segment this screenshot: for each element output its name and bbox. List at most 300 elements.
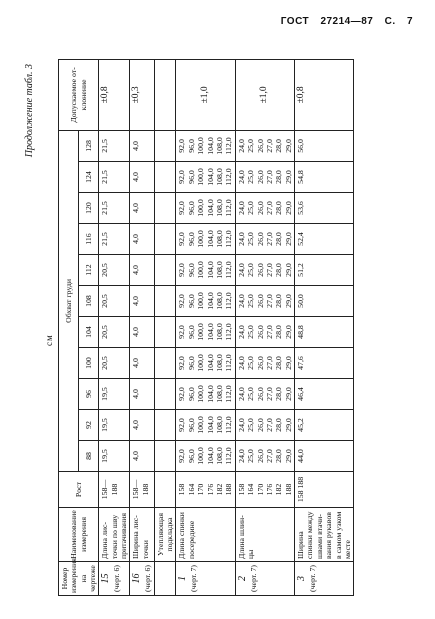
size-value: 104,0 (205, 230, 215, 248)
size-value-cell (295, 441, 354, 472)
size-value: 108,0 (215, 323, 224, 341)
size-value: 28,0 (274, 232, 284, 246)
size-value: 27,0 (264, 170, 274, 184)
size-value: 96,0 (186, 356, 196, 370)
size-value-cell (99, 255, 130, 286)
measurement-name: Ширина листочки (130, 508, 154, 562)
size-value: 92,0 (177, 139, 187, 153)
size-value: 29,0 (283, 294, 293, 308)
col-header-height: Рост (59, 472, 99, 508)
size-value: 92,0 (177, 294, 187, 308)
height-values (130, 472, 154, 508)
size-value: 28,0 (274, 263, 284, 277)
measurement-name: Утепляющая подкладка (154, 508, 176, 562)
size-value: 100,0 (196, 137, 206, 155)
size-value: 21,5 (100, 170, 110, 184)
size-value: 27,0 (264, 294, 274, 308)
col-header-number: Номер измерения на чертеже (59, 562, 99, 596)
size-value: 27,0 (264, 449, 274, 463)
col-header-size: 92 (79, 410, 99, 441)
size-value-cell (154, 379, 176, 410)
size-value-cell (99, 441, 130, 472)
size-value: 20,5 (100, 294, 110, 308)
tolerance-value (154, 59, 176, 130)
size-value-cell (235, 441, 294, 472)
size-value: 26,0 (255, 387, 265, 401)
size-value: 4,0 (131, 141, 141, 151)
size-value: 24,0 (236, 263, 246, 277)
height-value: 170 (255, 483, 265, 496)
size-value: 56,0 (296, 139, 306, 153)
size-value-cell (154, 193, 176, 224)
tolerance-value: ±0,8 (99, 59, 130, 130)
size-value: 4,0 (131, 234, 141, 244)
standard-label: ГОСТ (280, 16, 310, 27)
size-value: 24,0 (236, 325, 246, 339)
tolerance-value: ±0,3 (130, 59, 154, 130)
col-header-size: 120 (79, 193, 99, 224)
size-value: 28,0 (274, 294, 284, 308)
size-value: 29,0 (283, 263, 293, 277)
tolerance-value: ±0,8 (295, 59, 354, 130)
size-value-cell (130, 193, 154, 224)
size-value: 24,0 (236, 232, 246, 246)
size-value: 29,0 (283, 356, 293, 370)
size-value-cell (99, 410, 130, 441)
size-value: 112,0 (224, 230, 234, 248)
size-value: 24,0 (236, 387, 246, 401)
measurements-table (58, 59, 354, 596)
size-value: 27,0 (264, 356, 274, 370)
size-value: 108,0 (215, 199, 224, 217)
size-value-cell (154, 224, 176, 255)
size-value: 52,4 (296, 232, 306, 246)
drawing-reference: (черт. 6) (112, 565, 122, 592)
size-value: 104,0 (205, 137, 215, 155)
size-value: 96,0 (186, 232, 196, 246)
size-value: 4,0 (131, 389, 141, 399)
size-value: 20,5 (100, 356, 110, 370)
size-value: 25,0 (246, 449, 256, 463)
size-value-cell (235, 224, 294, 255)
size-value-cell (295, 286, 354, 317)
size-value: 28,0 (274, 325, 284, 339)
size-value: 25,0 (246, 139, 256, 153)
measurement-number-value: 2 (236, 576, 248, 581)
size-value: 100,0 (196, 354, 206, 372)
size-value-cell (295, 317, 354, 348)
size-value: 112,0 (224, 354, 234, 372)
size-value: 24,0 (236, 294, 246, 308)
size-value: 104,0 (205, 199, 215, 217)
size-value: 24,0 (236, 418, 246, 432)
size-value-cell (235, 379, 294, 410)
size-value-cell (130, 441, 154, 472)
height-values (154, 472, 176, 508)
size-value: 29,0 (283, 387, 293, 401)
measurement-name: Длина шлинцы (235, 508, 294, 562)
size-value-cell (130, 224, 154, 255)
size-value-cell (130, 162, 154, 193)
size-value-cell (154, 162, 176, 193)
size-value: 4,0 (131, 451, 141, 461)
size-value-cell (99, 379, 130, 410)
size-value-cell (295, 410, 354, 441)
size-value-cell (176, 348, 235, 379)
height-value: 164 (246, 483, 256, 496)
size-value: 44,0 (296, 449, 306, 463)
size-value: 112,0 (224, 292, 234, 310)
size-value: 92,0 (177, 387, 187, 401)
size-value: 28,0 (274, 356, 284, 370)
size-value: 45,2 (296, 418, 306, 432)
col-header-size: 104 (79, 317, 99, 348)
size-value-cell (130, 286, 154, 317)
size-value: 108,0 (215, 168, 224, 186)
size-value: 100,0 (196, 292, 206, 310)
size-value-cell (235, 255, 294, 286)
size-value: 25,0 (246, 170, 256, 184)
size-value-cell (176, 130, 235, 161)
standard-number: 27214—87 (320, 16, 374, 27)
rotated-table-area (24, 60, 408, 596)
size-value: 24,0 (236, 356, 246, 370)
size-value-cell (99, 162, 130, 193)
size-value-cell (99, 286, 130, 317)
measurement-number (154, 562, 176, 596)
size-value: 100,0 (196, 199, 206, 217)
size-value: 25,0 (246, 263, 256, 277)
size-value: 24,0 (236, 170, 246, 184)
size-value: 24,0 (236, 201, 246, 215)
size-value: 100,0 (196, 261, 206, 279)
size-value-cell (295, 255, 354, 286)
size-value: 25,0 (246, 232, 256, 246)
size-value: 28,0 (274, 387, 284, 401)
page-header (273, 16, 413, 27)
table-row (154, 59, 176, 595)
size-value-cell (176, 410, 235, 441)
size-value: 27,0 (264, 139, 274, 153)
page-prefix: С. (384, 16, 396, 27)
height-value: 182 (215, 483, 224, 496)
size-value: 96,0 (186, 139, 196, 153)
table-continuation-caption: Продолжение табл. 3 (24, 64, 35, 158)
size-value: 4,0 (131, 327, 141, 337)
size-value: 96,0 (186, 201, 196, 215)
col-header-size: 124 (79, 162, 99, 193)
size-value: 96,0 (186, 263, 196, 277)
height-value: 158 (236, 483, 246, 496)
size-value: 104,0 (205, 292, 215, 310)
size-value-cell (99, 224, 130, 255)
col-header-name: Наименование измерения (59, 508, 99, 562)
size-value: 20,5 (100, 325, 110, 339)
tolerance-value: ±1,0 (235, 59, 294, 130)
size-value: 26,0 (255, 232, 265, 246)
size-value: 112,0 (224, 323, 234, 341)
size-value-cell (295, 224, 354, 255)
size-value: 29,0 (283, 418, 293, 432)
height-value: 188 (224, 483, 234, 496)
size-value-cell (295, 379, 354, 410)
size-value: 108,0 (215, 261, 224, 279)
size-value: 4,0 (131, 296, 141, 306)
size-value: 28,0 (274, 201, 284, 215)
size-value-cell (295, 162, 354, 193)
height-value: 170 (196, 483, 206, 496)
size-value-cell (130, 255, 154, 286)
size-value: 29,0 (283, 201, 293, 215)
height-value: 176 (205, 483, 215, 496)
size-value: 96,0 (186, 294, 196, 308)
size-value: 108,0 (215, 354, 224, 372)
size-value: 25,0 (246, 325, 256, 339)
size-value: 26,0 (255, 356, 265, 370)
col-header-size: 128 (79, 130, 99, 161)
size-value-cell (154, 255, 176, 286)
size-value: 108,0 (215, 230, 224, 248)
table-row (235, 59, 294, 595)
size-value: 24,0 (236, 139, 246, 153)
size-value: 92,0 (177, 418, 187, 432)
size-value-cell (130, 348, 154, 379)
size-value: 48,8 (296, 325, 306, 339)
size-value-cell (154, 286, 176, 317)
size-value-cell (176, 162, 235, 193)
col-header-size: 112 (79, 255, 99, 286)
size-value: 28,0 (274, 449, 284, 463)
size-value: 20,5 (100, 263, 110, 277)
size-value-cell (176, 441, 235, 472)
size-value-cell (154, 317, 176, 348)
height-value: 176 (264, 483, 274, 496)
size-value: 27,0 (264, 325, 274, 339)
size-value: 50,0 (296, 294, 306, 308)
size-value: 28,0 (274, 139, 284, 153)
height-values (99, 472, 130, 508)
size-value: 104,0 (205, 323, 215, 341)
size-value: 112,0 (224, 168, 234, 186)
size-value: 27,0 (264, 387, 274, 401)
size-value: 112,0 (224, 199, 234, 217)
size-value: 26,0 (255, 294, 265, 308)
size-value-cell (235, 410, 294, 441)
size-value-cell (235, 317, 294, 348)
size-value: 100,0 (196, 447, 206, 465)
size-value: 19,5 (100, 449, 110, 463)
height-value: 164 (186, 483, 196, 496)
size-value: 92,0 (177, 356, 187, 370)
size-value: 26,0 (255, 201, 265, 215)
col-header-tolerance: Допускаемое отклонение (59, 59, 99, 130)
size-value: 25,0 (246, 294, 256, 308)
measurement-number (99, 562, 130, 596)
size-value: 46,4 (296, 387, 306, 401)
size-value: 100,0 (196, 168, 206, 186)
size-value: 104,0 (205, 385, 215, 403)
drawing-reference: (черт. 6) (143, 565, 153, 592)
size-value-cell (154, 130, 176, 161)
height-value: 188 (283, 483, 293, 496)
size-value: 108,0 (215, 416, 224, 434)
size-value: 104,0 (205, 168, 215, 186)
size-value-cell (176, 224, 235, 255)
height-value: 158—188 (131, 479, 150, 500)
size-value-cell (235, 286, 294, 317)
height-values (176, 472, 235, 508)
size-value: 21,5 (100, 232, 110, 246)
size-value-cell (235, 162, 294, 193)
col-header-size: 108 (79, 286, 99, 317)
table-row (99, 59, 130, 595)
size-value: 112,0 (224, 385, 234, 403)
size-value: 4,0 (131, 265, 141, 275)
size-value-cell (235, 348, 294, 379)
col-header-size: 100 (79, 348, 99, 379)
size-value-cell (176, 379, 235, 410)
size-value: 4,0 (131, 203, 141, 213)
size-value: 96,0 (186, 449, 196, 463)
tolerance-value: ±1,0 (176, 59, 235, 130)
size-value-cell (176, 193, 235, 224)
height-value: 158 188 (296, 476, 306, 503)
size-value: 26,0 (255, 325, 265, 339)
size-value: 26,0 (255, 139, 265, 153)
size-value: 27,0 (264, 201, 274, 215)
size-value: 112,0 (224, 447, 234, 465)
measurement-number-value: 15 (100, 573, 112, 584)
size-value-cell (130, 130, 154, 161)
size-value: 29,0 (283, 325, 293, 339)
measurement-name: Ширина спинки между швами втачивания рукавов в самом узком месте (295, 508, 354, 562)
size-value: 19,5 (100, 387, 110, 401)
size-value: 96,0 (186, 418, 196, 432)
size-value: 29,0 (283, 139, 293, 153)
size-value: 96,0 (186, 325, 196, 339)
size-value-cell (176, 317, 235, 348)
size-value: 112,0 (224, 416, 234, 434)
size-value-cell (130, 379, 154, 410)
col-header-chest-group: Обхват груди (59, 130, 79, 471)
size-value-cell (235, 130, 294, 161)
table-row (295, 59, 354, 595)
height-value: 158 (177, 483, 187, 496)
size-value: 4,0 (131, 358, 141, 368)
size-value-cell (130, 317, 154, 348)
size-value: 108,0 (215, 292, 224, 310)
page-number: 7 (406, 16, 413, 27)
measurement-number (176, 562, 235, 596)
drawing-reference: (черт. 7) (308, 565, 318, 592)
size-value-cell (176, 255, 235, 286)
size-value: 27,0 (264, 263, 274, 277)
size-value: 92,0 (177, 201, 187, 215)
height-value: 158—188 (100, 479, 119, 500)
size-value: 4,0 (131, 420, 141, 430)
height-value: 182 (274, 483, 284, 496)
size-value-cell (235, 193, 294, 224)
measurement-number (295, 562, 354, 596)
size-value-cell (154, 410, 176, 441)
size-value: 26,0 (255, 418, 265, 432)
size-value: 53,6 (296, 201, 306, 215)
size-value: 27,0 (264, 232, 274, 246)
size-value: 96,0 (186, 170, 196, 184)
size-value: 92,0 (177, 232, 187, 246)
size-value-cell (154, 441, 176, 472)
size-value: 92,0 (177, 325, 187, 339)
size-value-cell (99, 317, 130, 348)
size-value: 104,0 (205, 354, 215, 372)
drawing-reference: (черт. 7) (189, 565, 199, 592)
size-value: 104,0 (205, 416, 215, 434)
measurement-number-value: 1 (177, 576, 189, 581)
unit-label: см (44, 334, 54, 346)
size-value: 108,0 (215, 385, 224, 403)
size-value: 92,0 (177, 263, 187, 277)
size-value: 25,0 (246, 418, 256, 432)
col-header-size: 116 (79, 224, 99, 255)
measurement-name: Длина листочки по шву притачивания (99, 508, 130, 562)
measurement-number (235, 562, 294, 596)
size-value: 29,0 (283, 449, 293, 463)
size-value: 26,0 (255, 263, 265, 277)
size-value-cell (99, 193, 130, 224)
size-value: 26,0 (255, 170, 265, 184)
drawing-reference: (черт. 7) (248, 565, 258, 592)
size-value: 29,0 (283, 232, 293, 246)
size-value: 27,0 (264, 418, 274, 432)
size-value: 26,0 (255, 449, 265, 463)
size-value: 51,2 (296, 263, 306, 277)
size-value-cell (130, 410, 154, 441)
size-value: 28,0 (274, 418, 284, 432)
size-value-cell (154, 348, 176, 379)
size-value: 29,0 (283, 170, 293, 184)
size-value: 4,0 (131, 172, 141, 182)
measurement-number (130, 562, 154, 596)
size-value: 25,0 (246, 387, 256, 401)
measurement-number-value: 16 (131, 573, 143, 584)
size-value: 54,8 (296, 170, 306, 184)
size-value: 104,0 (205, 447, 215, 465)
size-value: 108,0 (215, 137, 224, 155)
size-value: 108,0 (215, 447, 224, 465)
height-values (295, 472, 354, 508)
size-value: 92,0 (177, 449, 187, 463)
size-value: 112,0 (224, 137, 234, 155)
size-value: 96,0 (186, 387, 196, 401)
size-value: 92,0 (177, 170, 187, 184)
table-row (176, 59, 235, 595)
size-value-cell (295, 193, 354, 224)
size-value-cell (176, 286, 235, 317)
size-value: 21,5 (100, 139, 110, 153)
size-value: 100,0 (196, 416, 206, 434)
size-value: 100,0 (196, 323, 206, 341)
size-value: 112,0 (224, 261, 234, 279)
size-value-cell (99, 130, 130, 161)
col-header-size: 96 (79, 379, 99, 410)
size-value: 100,0 (196, 230, 206, 248)
measurement-name: Длина спинки посередине (176, 508, 235, 562)
table-row (130, 59, 154, 595)
height-values (235, 472, 294, 508)
size-value: 104,0 (205, 261, 215, 279)
size-value: 100,0 (196, 385, 206, 403)
size-value-cell (99, 348, 130, 379)
